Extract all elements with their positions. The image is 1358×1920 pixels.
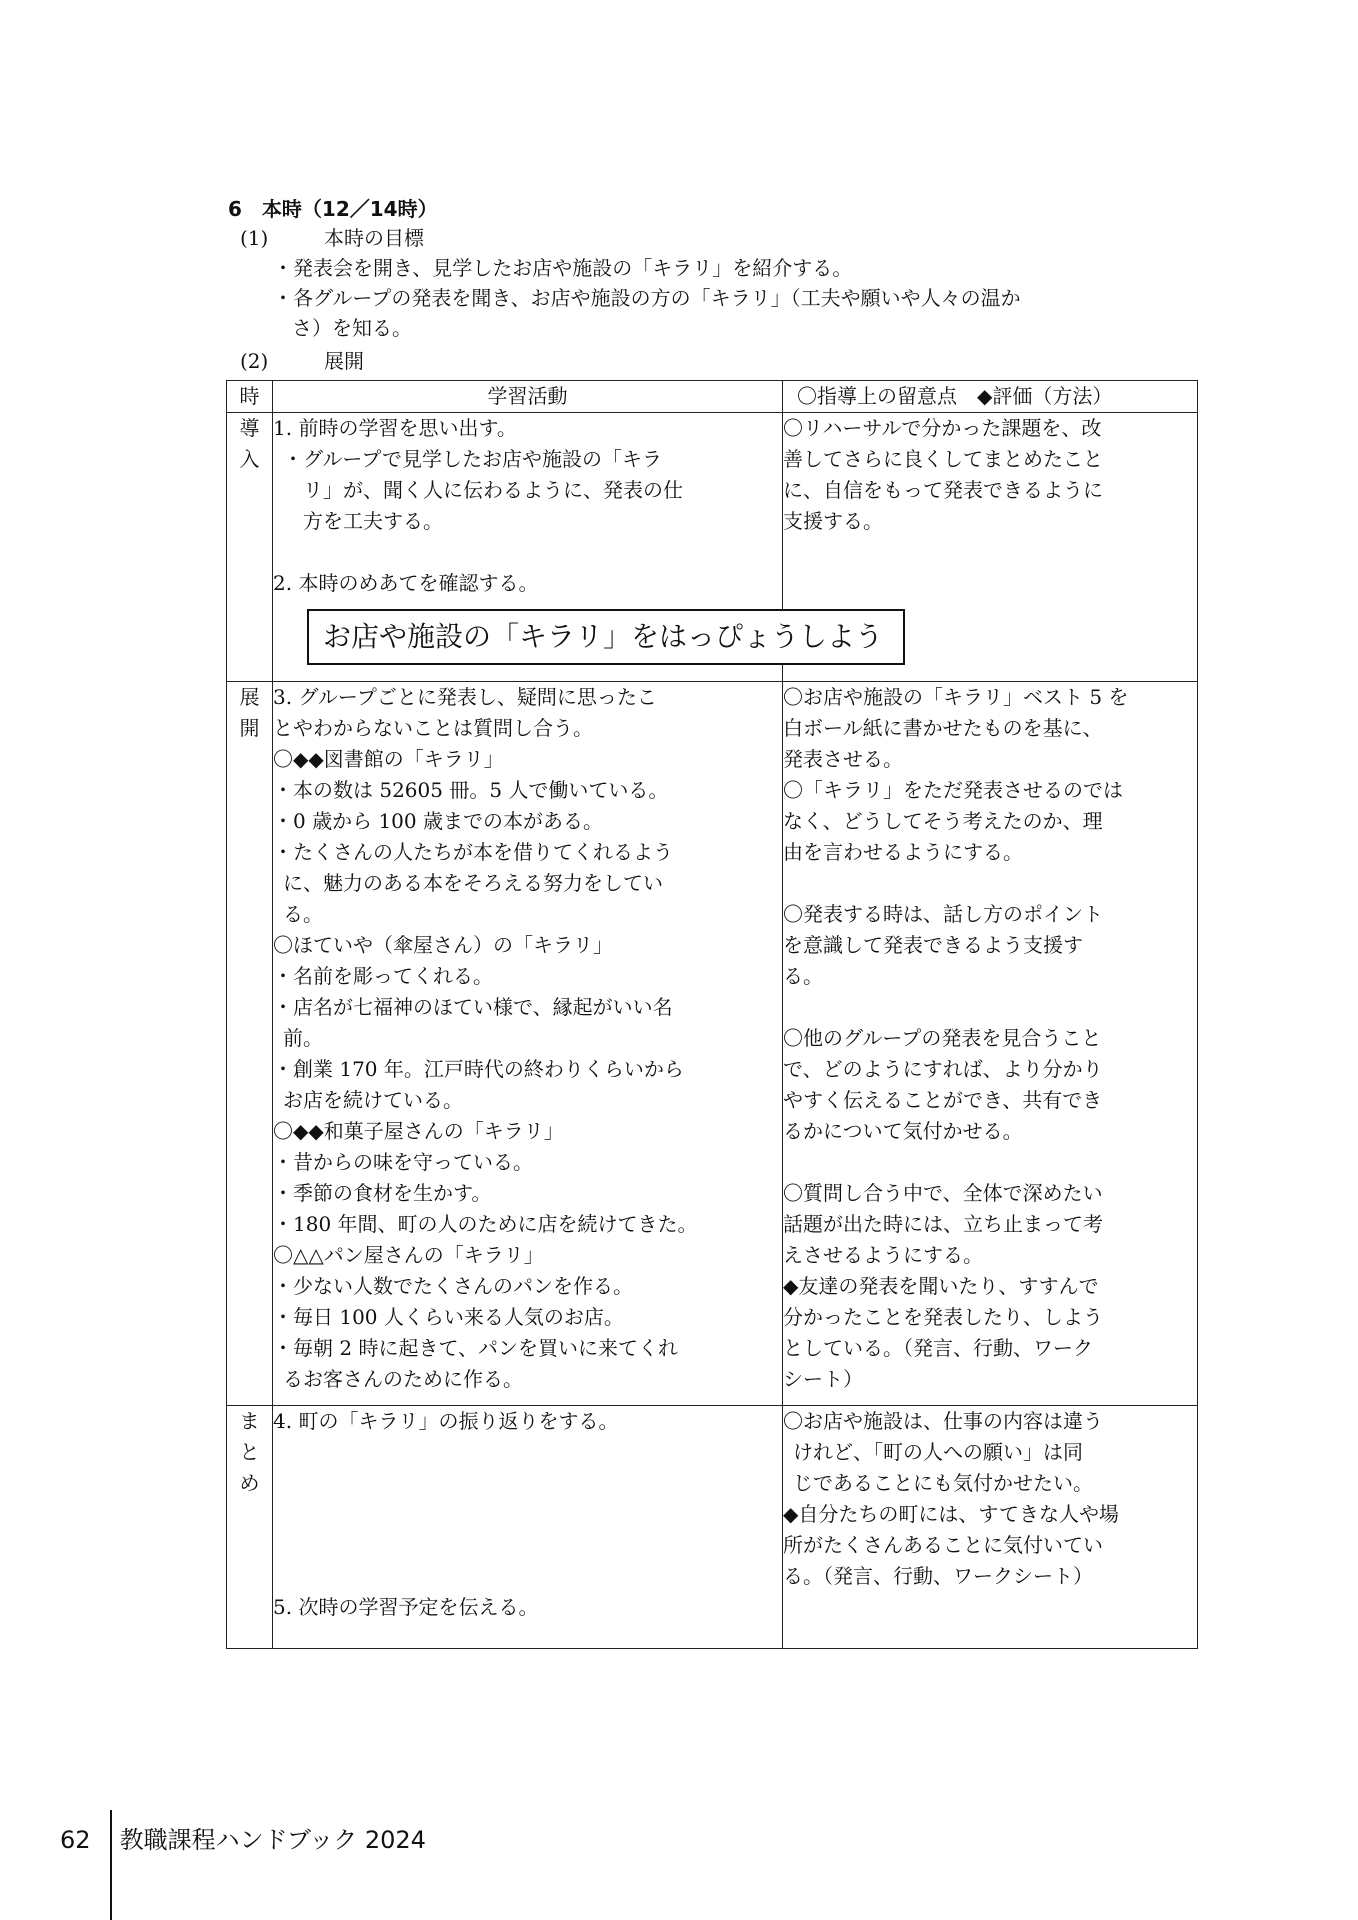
table-header-row xyxy=(227,381,1198,413)
header-time: 時 xyxy=(227,381,273,413)
activity-line: ・創業 170 年。江戸時代の終わりくらいから xyxy=(273,1057,684,1081)
evaluation-line: ◆自分たちの町には、すてきな人や場 xyxy=(783,1502,1119,1526)
activity-line: るお客さんのために作る。 xyxy=(283,1367,523,1391)
lesson-aim-box: お店や施設の「キラリ」をはっぴょうしよう xyxy=(307,609,905,665)
note-line: 話題が出た時には、立ち止まって考 xyxy=(783,1212,1103,1236)
note-line: なく、どうしてそう考えたのか、理 xyxy=(783,809,1103,833)
note-line: けれど、「町の人への願い」は同 xyxy=(793,1440,1083,1464)
note-line: 〇発表する時は、話し方のポイント xyxy=(783,902,1103,926)
development-subheading xyxy=(240,346,364,376)
time-char: ま xyxy=(239,1409,260,1433)
activity-line: ・毎朝 2 時に起きて、パンを買いに来てくれ xyxy=(273,1336,679,1360)
activity-line: 5. 次時の学習予定を伝える。 xyxy=(273,1595,539,1619)
activity-line: ・名前を彫ってくれる。 xyxy=(273,964,493,988)
note-line: 〇質問し合う中で、全体で深めたい xyxy=(783,1181,1103,1205)
activity-line: 方を工夫する。 xyxy=(303,509,443,533)
activity-line: ・毎日 100 人くらい来る人気のお店。 xyxy=(273,1305,624,1329)
activity-line: ・たくさんの人たちが本を借りてくれるよう xyxy=(273,840,673,864)
goal-item-cont: さ）を知る。 xyxy=(292,316,412,340)
time-char: め xyxy=(239,1471,260,1495)
evaluation-line: 分かったことを発表したり、しよう xyxy=(783,1305,1103,1329)
note-line: 由を言わせるようにする。 xyxy=(783,840,1023,864)
activity-cell-summary xyxy=(273,1406,783,1649)
time-char: 展 xyxy=(239,685,260,709)
time-char: 開 xyxy=(239,716,260,740)
activity-heading: 〇◆◆図書館の「キラリ」 xyxy=(273,747,504,771)
note-line: に、自信をもって発表できるように xyxy=(783,478,1103,502)
note-line: 〇他のグループの発表を見合うこと xyxy=(783,1026,1102,1050)
activity-line: 前。 xyxy=(283,1026,323,1050)
note-line: 白ボール紙に書かせたものを基に、 xyxy=(783,716,1103,740)
development-number: (2) xyxy=(240,349,269,373)
page-number: 62 xyxy=(60,1826,91,1854)
time-cell-develop xyxy=(227,682,273,1406)
note-line: で、どのようにすれば、より分かり xyxy=(783,1057,1103,1081)
evaluation-line: 所がたくさんあることに気付いてい xyxy=(783,1533,1103,1557)
page-footer xyxy=(60,1820,426,1855)
table-row-develop xyxy=(227,682,1198,1406)
evaluation-line: ◆友達の発表を聞いたり、すすんで xyxy=(783,1274,1099,1298)
notes-cell-summary xyxy=(783,1406,1198,1649)
note-line: 〇お店や施設の「キラリ」ベスト 5 を xyxy=(783,685,1129,709)
activity-line: ・昔からの味を守っている。 xyxy=(273,1150,533,1174)
note-line: 〇お店や施設は、仕事の内容は違う xyxy=(783,1409,1103,1433)
activity-cell-develop xyxy=(273,682,783,1406)
activity-line: に、魅力のある本をそろえる努力をしてい xyxy=(283,871,663,895)
note-line: 善してさらに良くしてまとめたこと xyxy=(783,447,1103,471)
note-line: るかについて気付かせる。 xyxy=(783,1119,1023,1143)
note-line: 〇「キラリ」をただ発表させるのでは xyxy=(783,778,1123,802)
activity-heading: 〇ほていや（傘屋さん）の「キラリ」 xyxy=(273,933,613,957)
activity-line: ・グループで見学したお店や施設の「キラ xyxy=(283,447,662,471)
lesson-plan-table xyxy=(226,380,1198,1649)
evaluation-line: シート） xyxy=(783,1367,863,1391)
note-line: やすく伝えることができ、共有でき xyxy=(783,1088,1103,1112)
note-line: えさせるようにする。 xyxy=(783,1243,983,1267)
lesson-aim-box-wrap xyxy=(307,609,905,665)
activity-line: 3. グループごとに発表し、疑問に思ったこ xyxy=(273,685,657,709)
activity-line: リ」が、聞く人に伝わるように、発表の仕 xyxy=(303,478,683,502)
activity-line: ・少ない人数でたくさんのパンを作る。 xyxy=(273,1274,633,1298)
section-heading: 6 本時（12／14時） xyxy=(228,197,438,221)
goal-item: ・各グループの発表を聞き、お店や施設の方の「キラリ」（工夫や願いや人々の温か xyxy=(273,286,1021,310)
goal-subheading xyxy=(240,223,424,253)
activity-line: お店を続けている。 xyxy=(283,1088,463,1112)
time-cell-intro xyxy=(227,413,273,682)
development-title: 展開 xyxy=(324,349,364,373)
time-char: 入 xyxy=(239,447,260,471)
goal-item: ・発表会を開き、見学したお店や施設の「キラリ」を紹介する。 xyxy=(273,256,853,280)
activity-line: ・季節の食材を生かす。 xyxy=(273,1181,492,1205)
note-line: 〇リハーサルで分かった課題を、改 xyxy=(783,416,1102,440)
note-line: 発表させる。 xyxy=(783,747,903,771)
activity-line: 4. 町の「キラリ」の振り返りをする。 xyxy=(273,1409,619,1433)
activity-line: 2. 本時のめあてを確認する。 xyxy=(273,571,539,595)
activity-heading: 〇△△パン屋さんの「キラリ」 xyxy=(273,1243,544,1267)
header-activity: 学習活動 xyxy=(273,381,783,413)
book-title: 教職課程ハンドブック 2024 xyxy=(119,1826,426,1854)
goal-title: 本時の目標 xyxy=(324,226,424,250)
activity-line: ・店名が七福神のほてい様で、縁起がいい名 xyxy=(273,995,673,1019)
time-char: 導 xyxy=(239,416,260,440)
activity-heading: 〇◆◆和菓子屋さんの「キラリ」 xyxy=(273,1119,564,1143)
evaluation-line: る。（発言、行動、ワークシート） xyxy=(783,1564,1093,1588)
activity-line: とやわからないことは質問し合う。 xyxy=(273,716,593,740)
activity-line: 1. 前時の学習を思い出す。 xyxy=(273,416,517,440)
activity-line: る。 xyxy=(283,902,323,926)
activity-line: ・180 年間、町の人のために店を続けてきた。 xyxy=(273,1212,698,1236)
goal-number: (1) xyxy=(240,226,269,250)
note-line: 支援する。 xyxy=(783,509,883,533)
header-notes: 〇指導上の留意点 ◆評価（方法） xyxy=(783,381,1198,413)
activity-line: ・本の数は 52605 冊。5 人で働いている。 xyxy=(273,778,669,802)
note-line: る。 xyxy=(783,964,823,988)
table-row-summary xyxy=(227,1406,1198,1649)
notes-cell-develop xyxy=(783,682,1198,1406)
note-line: じであることにも気付かせたい。 xyxy=(793,1471,1093,1495)
note-line: を意識して発表できるよう支援す xyxy=(783,933,1083,957)
activity-line: ・0 歳から 100 歳までの本がある。 xyxy=(273,809,603,833)
evaluation-line: としている。（発言、行動、ワーク xyxy=(783,1336,1093,1360)
time-char: と xyxy=(239,1440,260,1464)
time-cell-summary xyxy=(227,1406,273,1649)
